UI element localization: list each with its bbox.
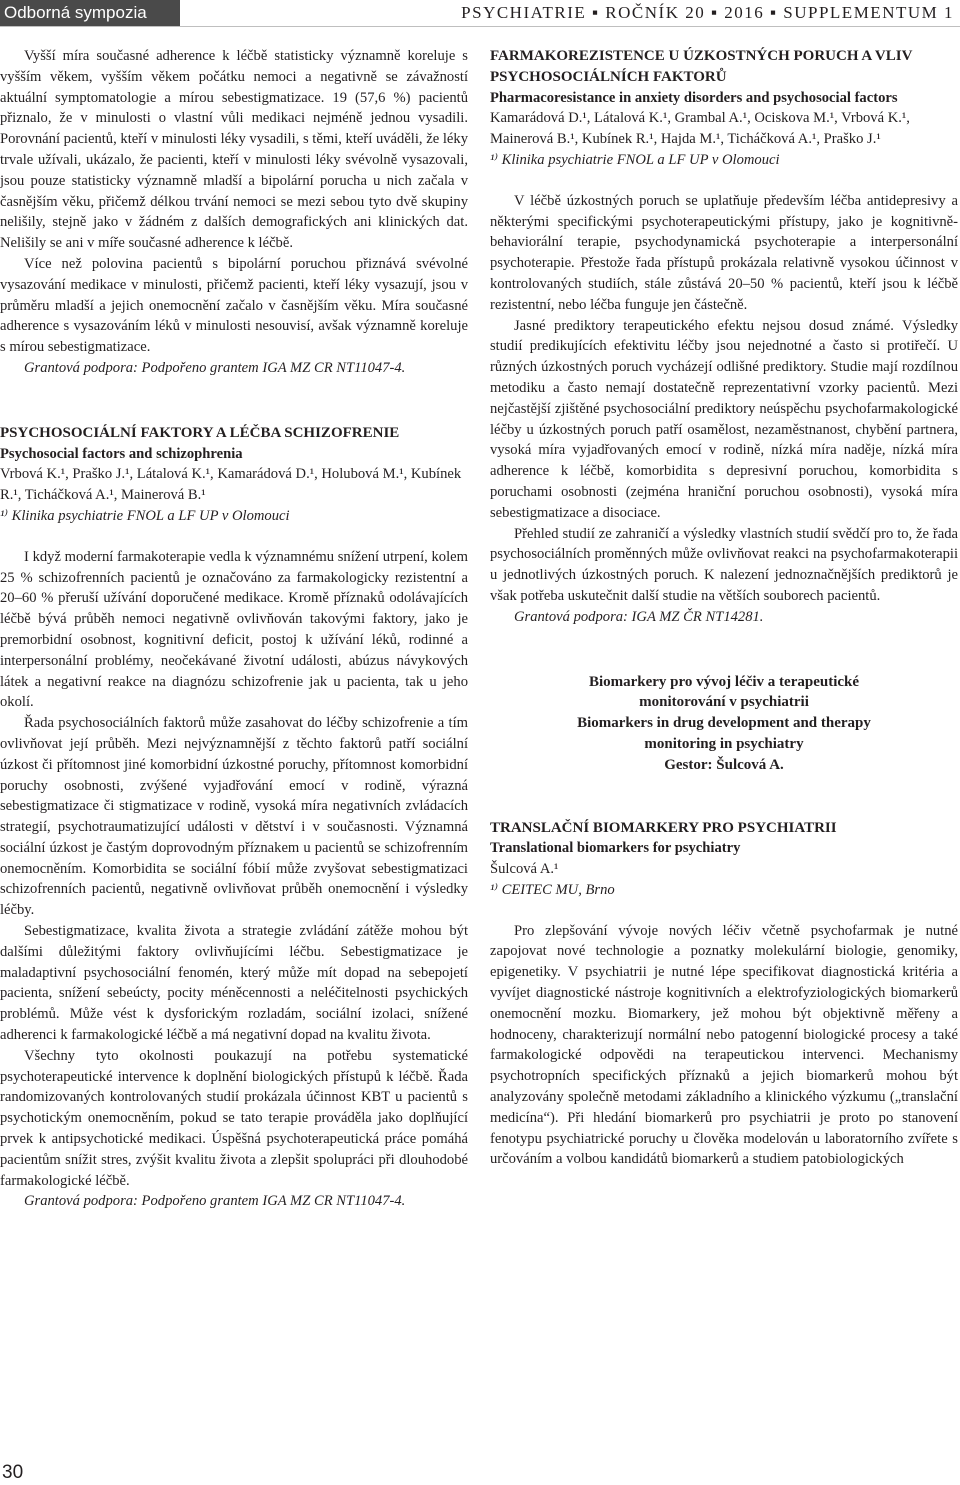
grant-note: Grantová podpora: Podpořeno grantem IGA MZ CR NT11047-4. (24, 1193, 406, 1210)
article-authors: Kamarádová D.¹, Látalová K.¹, Grambal A.¹, Ociskova M.¹, Vrbová K.¹, Mainerová B.¹, Kubínek R.¹, Hajda M.¹, Ticháčková A.¹, Praško J.¹ (490, 110, 910, 148)
page-header (0, 0, 960, 27)
article2-subtitle: Translational biomarkers for psychiatry (490, 840, 741, 857)
body-paragraph-3: Sebestigmatizace, kvalita života a strategie zvládání zátěže mohou být dalšími důležitými faktory ovlivňujícími léčbu. Sebestigmatizace je maladaptivní psychosociální fenomén, který může mít dopad na sebepojetí pacienta, snížení sebeúcty, pocity méněcennosti a neléčitelnosti psychických problémů. Může vést k dysforickým rozladám, sociální izolaci, snížené adherenci k farmakologické léčbě a má negativní dopad na kvalitu života. (0, 923, 468, 1044)
body-paragraph-4: Všechny tyto okolnosti poukazují na potřebu systematické psychoterapeutické intervence k doplnění biologických přístupů k léčbě. Řada randomizovaných kontrolovaných studií prokázala účinnost KBT u pacientů s psychotickým onemocněním, pokud se tato terapie prováděla jako doplňující prvek k antipsychotické medikaci. Úspěšná psychoterapeutická práce pomáhá pacientům snížit stres, zvýšit kvalitu života a zlepšit spolupráci při dlouhodobé farmakologické léčbě. (0, 1047, 468, 1189)
article-title: FARMAKOREZISTENCE U ÚZKOSTNÝCH PORUCH A VLIV PSYCHOSOCIÁLNÍCH FAKTORŮ (490, 48, 913, 85)
article-title: PSYCHOSOCIÁLNÍ FAKTORY A LÉČBA SCHIZOFRENIE (0, 424, 400, 441)
body-paragraph-3: Přehled studií ze zahraničí a výsledky vlastních studií svědčí pro to, že řada psychosociálních proměnných může ovlivňovat reakci na psychofarmakoterapii u jednotlivých úzkostných poruch. K nalezení jednoznačnějších prediktorů je však potřeba uskutečnit další studie na větších souborech pacientů. (490, 525, 958, 604)
article2-title: TRANSLAČNÍ BIOMARKERY PRO PSYCHIATRII (490, 819, 837, 836)
section-label: Odborná sympozia (0, 0, 180, 26)
body-paragraph-1: I když moderní farmakoterapie vedla k významnému snížení utrpení, kolem 25 % schizofrenních pacientů je označováno za farmakologicky rezistentní a 20–60 % přeruší užívání doporučené medikace. Kromě příznaků odolávajících léčbě bývá průběh nemoci negativně ovlivňován takovými faktory, jako je premorbidní osobnost, kognitivní deficit, postoj k užívání léků, rodinné a interpersonální problémy, neočekávané životní události, abúzus návykových látek a negativní reakce na diagnózu schizofrenie jak u pacienta, tak u jeho okolí. (0, 548, 468, 711)
article-affiliation: ¹⁾ Klinika psychiatrie FNOL a LF UP v Olomouci (0, 507, 290, 524)
symposium-title-cz-line1: Biomarkery pro vývoj léčiv a terapeutické (588, 673, 860, 690)
intro-paragraph-1: Vyšší míra současné adherence k léčbě statisticky významně koreluje s vyšším věkem, vyšším věkem počátku nemoci a negativně se závažností aktuální symptomatologie a mírou sebestigmatizace. 19 (57,6 %) pacientů přiznalo, že v minulosti o vlastní vůli medikaci nejméně jednou vysadili. Porovnání pacientů, kteří v minulosti léky vysadili, s těmi, kteří uváděli, že léky trvale užívali, ukázalo, že pacienti, kteří v minulosti léky svévolně vysazovali, jsou pouze statisticky významně mladší a bipolární porucha u nich začala v časnějším věku, přičemž délkou trvání nemoci se mezi sebou tyto dvě skupiny nelišily, stejně jako v žádném z dalších demografických ani klinických dat. Nelišily se ani v míře současné adherence k léčbě. (0, 48, 468, 252)
intro-grant-note: Grantová podpora: Podpořeno grantem IGA MZ CR NT11047-4. (24, 359, 406, 376)
article2-affiliation: ¹⁾ CEITEC MU, Brno (490, 881, 615, 898)
page-number: 30 (2, 1462, 24, 1483)
grant-note: Grantová podpora: IGA MZ ČR NT14281. (514, 608, 764, 625)
symposium-title-en-line1: Biomarkers in drug development and therapy (577, 715, 871, 732)
article-authors: Vrbová K.¹, Praško J.¹, Látalová K.¹, Kamarádová D.¹, Holubová M.¹, Kubínek R.¹, Ticháčková A.¹, Mainerová B.¹ (0, 466, 462, 504)
left-column (0, 46, 468, 1212)
symposium-gestor: Gestor: Šulcová A. (664, 756, 784, 773)
article2-body-paragraph: Pro zlepšování vývoje nových léčiv včetně psychofarmak je nutné zapojovat nové technologie a poznatky molekulární biologie, genomiky, epigenetiky. V psychiatrii je nutné lépe specifikovat diagnostická kritéria a vyvíjet diagnostické nástroje kognitivních a elektrofyziologických biomarkerů onemocnění mozku. Biomarkery, jež mohou být objektivně měřeny a hodnoceny, charakterizují normální nebo patogenní biologické procesy a také farmakologické odpovědi na terapeutickou intervenci. Mechanismy psychotropních specifických příznaků a jejich biomarkerů mohou být analyzovány společně metodami základního a klinického výzkumu („translační medicína“). Při hledání biomarkerů pro psychiatrii je proto po stanovení fenotypu psychiatrické poruchy u člověka modelován u laboratorního zvířete s určováním a volbou kandidátů biomarkerů a studiem patobiologických (490, 922, 958, 1168)
body-paragraph-2: Řada psychosociálních faktorů může zasahovat do léčby schizofrenie a tím ovlivňovat její průběh. Mezi nejvýznamnější z těchto faktorů patří sociální úzkost či přítomnost jiné komorbidní úzkostné poruchy, přítomnost komorbidní poruchy osobnosti, zvýšené vyjadřování emocí v rodině, výrazná sebestigmatizace či stigmatizace v rodině, vysoká míra negativních zvládacích strategií, psychotraumatizující události v dětství i v současnosti. Významná sociální úzkost je častým doprovodným příznakem u pacientů se schizofrenním onemocněním. Komorbidita se sociální fóbií může zvyšovat sebestigmatizaci schizofrenních pacientů, negativně ovlivňovat průběh onemocnění i výsledky léčby. (0, 715, 468, 919)
article-subtitle: Psychosocial factors and schizophrenia (0, 445, 243, 462)
article2-authors: Šulcová A.¹ (490, 861, 559, 878)
body-paragraph-1: V léčbě úzkostných poruch se uplatňuje především léčba antidepresivy a některými specifickými psychoterapeutickými přístupy, jako je kognitivně-behaviorální terapie, psychodynamická psychoterapie a interpersonální psychoterapie. Přestože řada přístupů prokázala relativně vysokou účinnost v kontrolovaných studiích, stále zůstává 20–50 % pacientů, kteří jsou k léčbě rezistentní, nebo léčba funguje jen částečně. (490, 192, 958, 313)
article-affiliation: ¹⁾ Klinika psychiatrie FNOL a LF UP v Olomouci (490, 151, 780, 168)
intro-paragraph-2: Více než polovina pacientů s bipolární poruchou přiznává svévolné vysazování medikace v minulosti, přičemž pacienti, kteří léky vysazují, jsou v průměru mladší a jejich onemocnění začalo v časnějším věku. Míra současné adherence s vysazováním léků v minulosti nesouvisí, avšak významně koreluje s mírou sebestigmatizace. (0, 255, 468, 356)
right-column (490, 46, 958, 1170)
symposium-heading (490, 672, 958, 776)
journal-running-head: PSYCHIATRIE ▪ ROČNÍK 20 ▪ 2016 ▪ SUPPLEMENTUM 1 (461, 3, 954, 22)
symposium-title-cz-line2: monitorování v psychiatrii (639, 694, 809, 711)
body-paragraph-2: Jasné prediktory terapeutického efektu nejsou dosud známé. Výsledky studií predikujících efektivitu léčby jsou nejednotné a často si protiřečí. U různých úzkostných poruch vycházejí odlišné prediktory. Studie mají rozdílnou metodiku a často nemají dostatečně reprezentativní vzorky pacientů. Mezi nejčastější zjištěné psychosociální prediktory neúspěchu psychofarmakologické léčby u úzkostných poruch patří osamělost, nezaměstnanost, chybění partnera, vysoká míra vyjadřovaných emocí v rodině, nízká míra naděje, nízká míra adherence k léčbě, komorbidita s depresivní poruchou, komorbidita s poruchami osobnosti (zejména hraniční poruchou osobnosti), vysoká míra sebestigmatizace a disociace. (490, 317, 958, 521)
article-subtitle: Pharmacoresistance in anxiety disorders and psychosocial factors (490, 89, 898, 106)
symposium-title-en-line2: monitoring in psychiatry (644, 735, 804, 752)
